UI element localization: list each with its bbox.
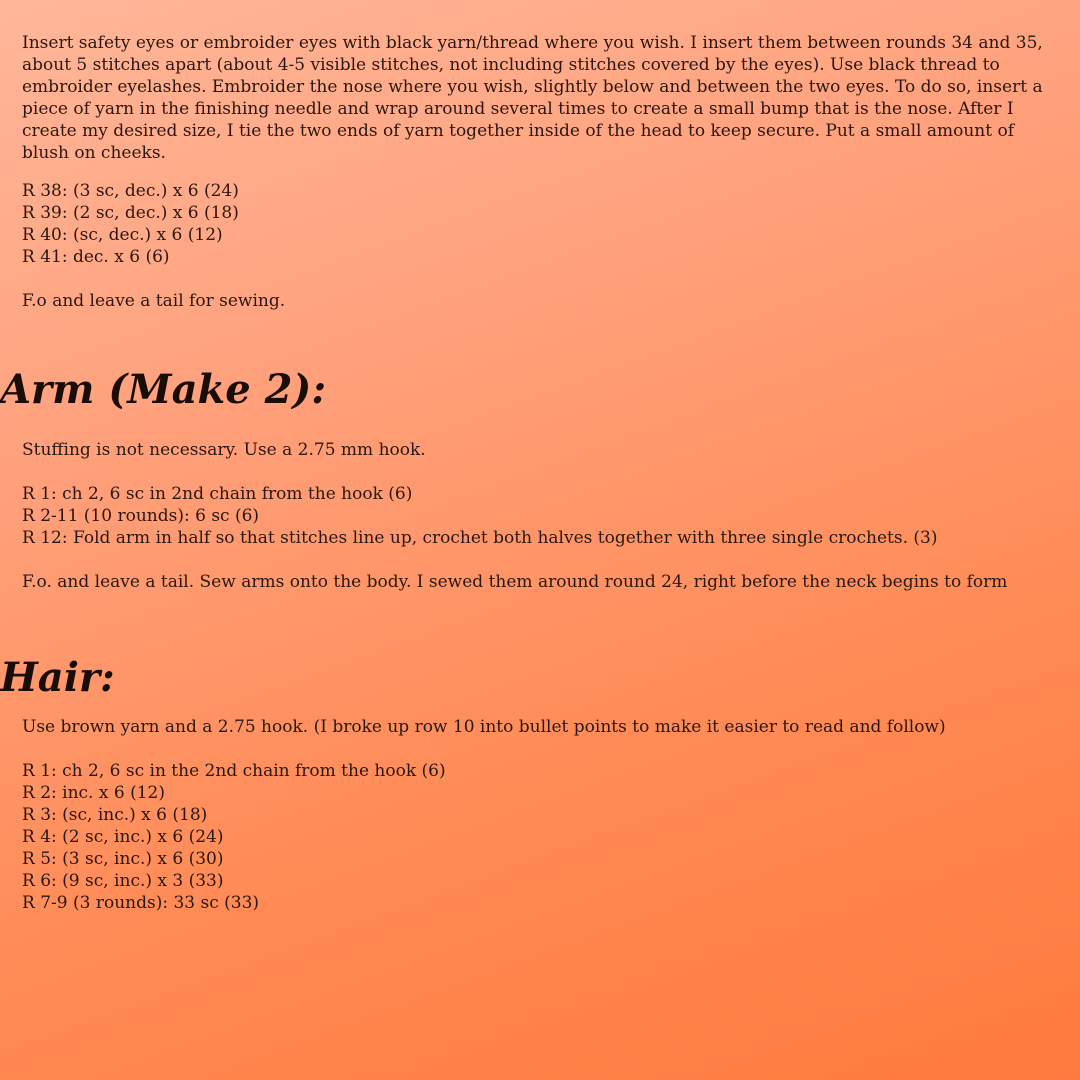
round-39: R 39: (2 sc, dec.) x 6 (18) — [22, 203, 239, 223]
eyes-nose-instructions: Insert safety eyes or embroider eyes with black yarn/thread where you wish. I insert them between rounds 34 and 35, about 5 stitches apart (about 4-5 visible stitches, not including stitches covered by the eyes). Use black thread to embroider eyelashes. Embroider the nose where you wish, slightly below and between the two eyes. To do so, insert a piece of yarn in the finishing needle and wrap around several times to create a small bump that is the nose. After I create my desired size, I tie the two ends of yarn together inside of the head to keep secure. Put a small amount of blush on cheeks. — [22, 33, 1043, 163]
arm-round-12: R 12: Fold arm in half so that stitches line up, crochet both halves together with three single crochets. (3) — [22, 528, 938, 548]
arm-round-2-11: R 2-11 (10 rounds): 6 sc (6) — [22, 506, 260, 526]
arm-heading: Arm (Make 2): — [0, 366, 327, 413]
hair-round-5: R 5: (3 sc, inc.) x 6 (30) — [22, 849, 224, 869]
hair-round-6: R 6: (9 sc, inc.) x 3 (33) — [22, 871, 224, 891]
hair-round-1: R 1: ch 2, 6 sc in the 2nd chain from the hook (6) — [22, 761, 446, 781]
hair-round-3: R 3: (sc, inc.) x 6 (18) — [22, 805, 208, 825]
arm-finish-note: F.o. and leave a tail. Sew arms onto the body. I sewed them around round 24, right before the neck begins to form — [22, 572, 1008, 592]
hair-round-4: R 4: (2 sc, inc.) x 6 (24) — [22, 827, 224, 847]
hair-heading: Hair: — [0, 654, 115, 701]
round-40: R 40: (sc, dec.) x 6 (12) — [22, 225, 223, 245]
arm-note: Stuffing is not necessary. Use a 2.75 mm hook. — [22, 440, 426, 460]
round-38: R 38: (3 sc, dec.) x 6 (24) — [22, 181, 239, 201]
head-finish-note: F.o and leave a tail for sewing. — [22, 291, 286, 311]
round-41: R 41: dec. x 6 (6) — [22, 247, 170, 267]
arm-round-1: R 1: ch 2, 6 sc in 2nd chain from the hook (6) — [22, 484, 413, 504]
hair-round-7-9: R 7-9 (3 rounds): 33 sc (33) — [22, 893, 260, 913]
hair-round-2: R 2: inc. x 6 (12) — [22, 783, 165, 803]
hair-note: Use brown yarn and a 2.75 hook. (I broke up row 10 into bullet points to make it easier to read and follow) — [22, 717, 946, 737]
